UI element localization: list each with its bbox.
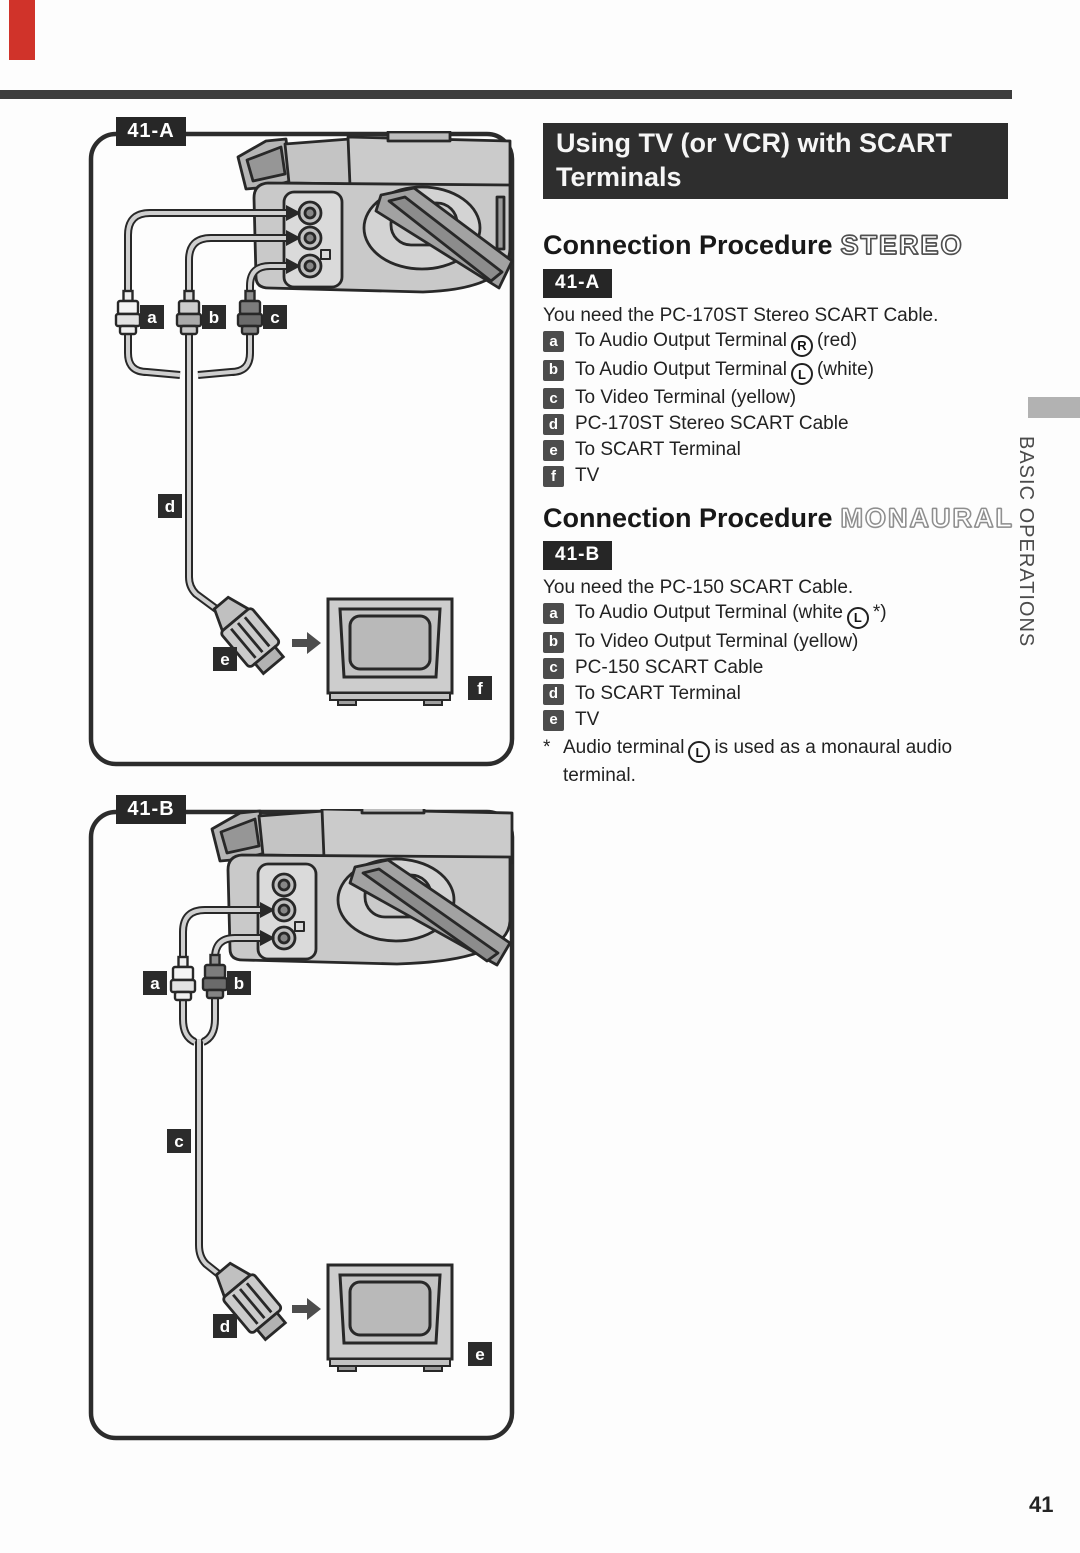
list-item: f TV — [543, 463, 1013, 489]
cable-runs — [128, 205, 301, 625]
label-badge-e: e — [475, 1345, 485, 1364]
item-key-badge: e — [543, 710, 564, 731]
label-badge-f: f — [477, 679, 483, 698]
list-item: b To Video Output Terminal (yellow) — [543, 629, 1013, 655]
arrow-icon — [292, 1298, 321, 1320]
figure-a-tab — [116, 117, 186, 146]
label-badge-d: d — [219, 1317, 231, 1336]
stereo-outline-word: STEREO — [840, 230, 964, 260]
figure-a-illustration — [88, 131, 515, 768]
section-title-bar — [543, 123, 1008, 199]
page-title-line2: Terminals — [556, 162, 682, 192]
text-column — [543, 123, 1013, 789]
page-title-line1: Using TV (or VCR) with SCART — [556, 128, 952, 158]
item-key-badge: a — [543, 331, 564, 352]
item-key-badge: c — [543, 388, 564, 409]
item-key-badge: b — [543, 360, 564, 381]
label-badge-c: c — [270, 308, 280, 327]
rca-plug-a — [116, 291, 140, 334]
list-item: a To Audio Output Terminal R (red) — [543, 328, 1013, 357]
figure-b-illustration — [88, 809, 515, 1442]
tv-illustration — [328, 1265, 452, 1371]
label-badge-a: a — [147, 308, 157, 327]
figure-ref-badge-41b: 41-B — [543, 541, 612, 570]
label-badge-b: b — [208, 308, 220, 327]
footnote: * Audio terminal L is used as a monaural audio terminal. — [543, 735, 1013, 790]
monaural-outline-word: MONAURAL — [840, 503, 1015, 533]
circled-letter-l: L — [847, 607, 869, 629]
intro-text-stereo: You need the PC-170ST Stereo SCART Cable. — [543, 305, 939, 326]
circled-letter-l: L — [688, 741, 710, 763]
item-key-badge: b — [543, 632, 564, 653]
item-key-badge: f — [543, 466, 564, 487]
monaural-item-list — [543, 600, 1013, 733]
procedure-heading-monaural: Connection Procedure MONAURAL — [543, 503, 1015, 533]
list-item: d PC-170ST Stereo SCART Cable — [543, 411, 1013, 437]
list-item: e TV — [543, 707, 1013, 733]
rca-plug-b — [177, 291, 201, 334]
figure-41a — [88, 131, 515, 768]
label-badge-e: e — [220, 650, 230, 669]
figure-b-tab — [116, 795, 186, 824]
list-item: c PC-150 SCART Cable — [543, 655, 1013, 681]
intro-text-monaural: You need the PC-150 SCART Cable. — [543, 577, 854, 598]
list-item: a To Audio Output Terminal (white L *) — [543, 600, 1013, 629]
label-badge-d: d — [164, 497, 176, 516]
circled-letter-r: R — [791, 335, 813, 357]
rca-plug-a — [171, 957, 195, 1000]
rca-plug-b — [203, 955, 227, 998]
item-key-badge: d — [543, 414, 564, 435]
list-item: e To SCART Terminal — [543, 437, 1013, 463]
circled-letter-l: L — [791, 363, 813, 385]
list-item: c To Video Terminal (yellow) — [543, 385, 1013, 411]
list-item: b To Audio Output Terminal L (white) — [543, 357, 1013, 386]
figure-41b — [88, 809, 515, 1442]
figure-a-tab-label: 41-A — [127, 120, 175, 142]
item-key-badge: d — [543, 684, 564, 705]
section-side-label: BASIC OPERATIONS — [1015, 436, 1037, 648]
item-key-badge: e — [543, 440, 564, 461]
item-key-badge: c — [543, 658, 564, 679]
procedure-heading-stereo: Connection Procedure STEREO — [543, 230, 964, 260]
label-badge-a: a — [150, 974, 160, 993]
page-number: 41 — [1029, 1492, 1054, 1517]
stereo-item-list — [543, 328, 1013, 489]
list-item: d To SCART Terminal — [543, 681, 1013, 707]
section-edge-tab — [1028, 397, 1080, 418]
footnote-asterisk: * — [543, 736, 551, 758]
rca-plug-c — [238, 291, 262, 334]
red-corner-mark — [9, 0, 35, 60]
arrow-icon — [292, 632, 321, 654]
item-key-badge: a — [543, 603, 564, 624]
top-divider-rule — [0, 90, 1012, 99]
figure-ref-badge-41a: 41-A — [543, 269, 612, 298]
tv-illustration — [328, 599, 452, 705]
label-badge-b: b — [233, 974, 245, 993]
figure-b-tab-label: 41-B — [127, 798, 175, 820]
label-badge-c: c — [174, 1132, 184, 1151]
